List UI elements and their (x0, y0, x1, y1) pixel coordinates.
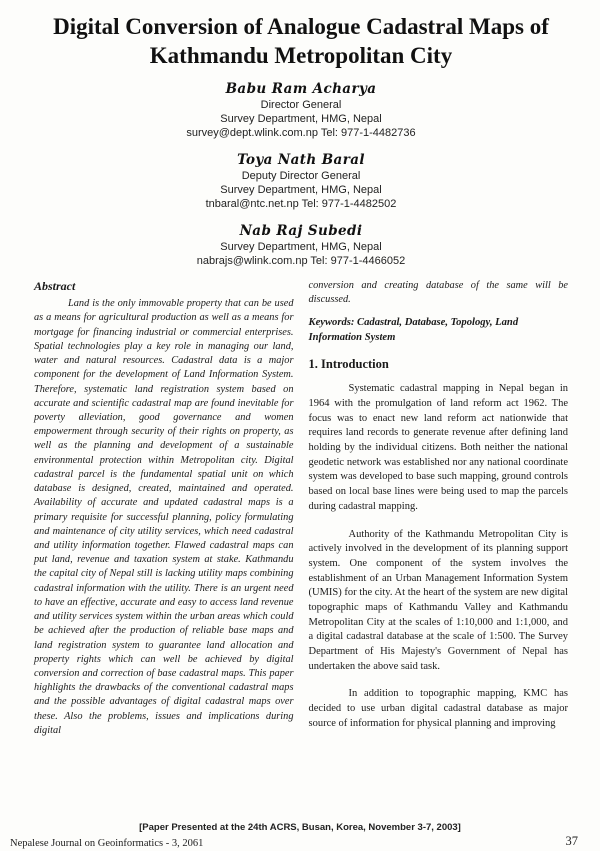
introduction-paragraph-3: In addition to topographic mapping, KMC has decided to use urban digital cadastral database as major source of information for physical planning and improving (308, 688, 568, 729)
keywords-line: Keywords: Cadastral, Database, Topology, Land Information System (308, 316, 519, 343)
page-number: 37 (565, 834, 578, 848)
footer-presented-note: [Paper Presented at the 24th ACRS, Busan, Korea, November 3-7, 2003] (139, 822, 461, 833)
introduction-paragraph-1: Systematic cadastral mapping in Nepal began in 1964 with the promulgation of land reform act 1962. The focus was to enact new land reform act nationwide that requires land records to generate revenue after defining land holding by the individual citizens. Both neither the national geodetic network was established nor any national coordinate system was developed to base such mapping, ground controls based on local base lines were being used to map the parcels during cadastral mapping. (308, 383, 568, 512)
abstract-heading: Abstract (34, 279, 76, 294)
author-name: Nab Raj Subedi (239, 222, 363, 239)
author-name: Babu Ram Acharya (225, 80, 377, 97)
author-contact: tnbaral@ntc.net.np Tel: 977-1-4482502 (205, 198, 397, 211)
author-block-2 (34, 152, 568, 212)
journal-name: Nepalese Journal on Geoinformatics - 3, 2061 (10, 838, 204, 849)
footer-row (10, 834, 578, 849)
two-column-body (34, 279, 568, 744)
author-dept: Survey Department, HMG, Nepal (220, 113, 382, 126)
author-dept: Survey Department, HMG, Nepal (220, 184, 382, 197)
author-name: Toya Nath Baral (237, 151, 365, 168)
author-dept: Survey Department, HMG, Nepal (220, 240, 382, 253)
author-contact: nabrajs@wlink.com.np Tel: 977-1-4466052 (196, 254, 406, 267)
right-column (309, 279, 569, 744)
author-role: Deputy Director General (241, 169, 361, 182)
authors-section (34, 81, 568, 268)
author-block-3 (34, 223, 568, 269)
abstract-continuation: conversion and creating database of the same will be discussed. (308, 280, 568, 306)
introduction-paragraph-2: Authority of the Kathmandu Metropolitan City is actively involved in the development of its planning support system. One component of the system involves the establishment of an Urban Management Information System (UMIS) for the city. At the heart of the system are new digital topographic maps of Kathmandu Valley and Kathmandu Metropolitan City at the scales of 1:10,000 and 1:1,000, and a digital cadastral database at the scale of 1:500. The Survey Department of His Majesty's Government of Nepal has undertaken the above said task. (308, 528, 568, 672)
author-block-1 (34, 81, 568, 141)
abstract-text: Land is the only immovable property that can be used as a means for agricultural production as well as a means for mortgage for financing industrial or commercial enterprises. Spatial technologies play a key role in managing our land, water and natural resources. Cadastral data is a major component for the development of Land Information System. Therefore, systematic land registration system based on accurate and scientific cadastral map are found inevitable for poverty alleviation, good governance and women empowerment through security of their rights on property, as well as the planning and development of a sustainable environmental protection within Metropolitan city. Digital cadastral parcel is the fundamental spatial unit on which database is designed, created, maintained and operated. Availability of accurate and updated cadastral maps is a primary requisite for successful planning, policy formulating and maintenance of city utility services, which need cadastral and utility information together. Flawed cadastral maps can put land, revenue and taxation system at stake. Kathmandu the capital city of Nepal still is lacking utility maps combining cadastral information with the utility. There is an urgent need to have an effective, accurate and easy to access land revenue and utility services system within the urban areas which could be achieved after the production of reliable base maps and land registration system to guarantee land allocation and property rights which can well be achieved by digital conversion and correction of base cadastral maps. This paper highlights the drawbacks of the conventional cadastral maps and the possible advantages of digital cadastral maps over these. Also the problems, issues and implications during digital (34, 298, 294, 736)
section-heading-introduction: 1. Introduction (308, 357, 389, 372)
paper-title: Digital Conversion of Analogue Cadastral Maps of Kathmandu Metropolitan City (53, 14, 549, 69)
author-role: Director General (260, 98, 342, 111)
author-contact: survey@dept.wlink.com.np Tel: 977-1-4482736 (186, 127, 416, 140)
left-column (34, 279, 294, 744)
